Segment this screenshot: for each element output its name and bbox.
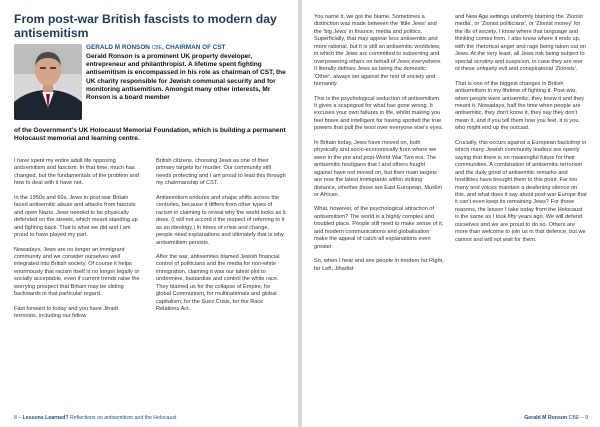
paragraph: In Britain today, Jews have moved on, both physically and socio-economically from where we were in the pre and post-World War Two era. The antisemitic hooligans that I and others fought against have not moved on, but their main targets are now the latest immigrants within striking distance, whether those are East European, Muslim or African. <box>314 139 443 198</box>
paragraph: That is one of the biggest changes in British antisemitism in my lifetime of fighting it. Post-war, when people were antisemitic, they knew it and they meant it. Nowadays, half the time when people are antisemitic, they don't know it, they say they don't mean it, and if you tell them how you feel, it is you who might end up the outcast. <box>455 80 585 132</box>
paragraph: and New Age settings uniformly blaming the 'Zionist media', or 'Zionist politicians', or 'Zionist money' for the ills of society, I know where that language and thinking comes from. I also know where it ends up, with the rhetorical anger and rage being taken out on Jews. At the very least, all Jews risk being subject to special scrutiny and suspicion, in case they are one of these uniquely evil and conspiratorial 'Zionists'. <box>455 14 586 73</box>
author-photo <box>14 44 82 120</box>
footer-author: Gerald M Ronson <box>524 415 568 421</box>
body-column-2 <box>156 158 286 321</box>
footer-page-number: 8 <box>14 415 17 421</box>
right-footer: Gerald M Ronson CBE – 9 <box>524 415 588 421</box>
left-page <box>0 0 298 427</box>
body-column-1 <box>14 158 141 328</box>
footer-page-number: 9 <box>585 415 588 421</box>
paragraph: You name it, we got the blame. Sometimes a distinction was made between the 'little Jews' and the 'big Jews' in finance, media and politics. Superficially, that may appear less antisemitic and more rational, but it is still an antisemitic worldview, in which the Jews are committed to subverting and overpowering others on behalf of Jews everywhere. It literally defines Jews as being the domestic 'Other', always set against the rest of society and humanity. <box>314 14 442 88</box>
paragraph: So, when I hear and see people in modern far Right, far Left, Jihadist <box>314 258 444 272</box>
paragraph: Crucially, this occurs against a European backdrop in which many Jewish community leaders are openly saying that there is no meaningful future for their communities. A combination of antisemitic terrorism and the daily grind of antisemitic remarks and hostilities have brought them to this point. Far too many and voices maintain a deafening silence on this, and what does it say about post-war Europe that it can't even keep its remaining Jews? For those reasons, the lesson I take today from the Holocaust is the same as I took fifty years ago. We will defend ourselves and we are proud to do so. Others are more than welcome to join us in that defence, but we cannot and will not wait for them. <box>455 139 587 243</box>
paragraph: In the 1950s and 60s, Jews in post-war Britain faced antisemitic abuse and attacks from fascists and open Nazis. Jews needed to be physically defended on the streets, which meant standing up and fighting back. That is what we did and I am proud to have played my part. <box>14 194 138 239</box>
body-column-3 <box>314 14 444 280</box>
paragraph: After the war, antisemites blamed Jewish financial control of politicians and the media for non-white immigration, claiming it was our latest plot to undermine, bastardise and control the white race. They blamed us for the collapse of Empire, for global Communism, for multinationals and global capitalism, for the Suez Crisis, for the Race Relations Act. <box>156 253 280 313</box>
author-name: GERALD M RONSON <box>86 44 150 51</box>
paragraph: Fast forward to today and you have Jihadi terrorists, including our fellow <box>14 305 118 320</box>
paragraph: Nowadays, Jews are no longer an immigrant community and we consider ourselves well integrated into British society. Of course it helps enormously that racism itself is no longer legally or socially acceptable, even if current trends raise the worrying prospect that Britain may be sliding backwards in that particular regard. <box>14 246 140 298</box>
intro-text: Gerald Ronson is a prominent UK property developer, entrepreneur and philanthropist. A lifetime spent fighting antisemitism is encompassed in his role as chairman of CST, the UK charity responsible for Jewish communal security and for monitoring antisemitism. Amongst many other interests, Mr Ronson is a board member <box>86 53 286 102</box>
author-byline <box>86 44 291 52</box>
paragraph: What, however, of the psychological attraction of antisemitism? The world is a highly complex and troubled place. People still need to make sense of it, and modern communications and globalisation make the appeal of catch-all explanations even greater. <box>314 206 444 250</box>
right-page <box>302 0 600 427</box>
footer-author-suffix: CBE <box>568 415 580 421</box>
paragraph: Antisemitism endures and shape shifts across the centuries, because it differs from other types of racism in claiming to reveal why the world looks as it does. (I will not accord it the respect of referring to it as an ideology.) In times of crisis and change, people need explanations and ultimately that is why antisemitism persists. <box>156 194 286 246</box>
left-footer: 8 – Lessons Learned? Reflections on antisemitism and the Holocaust <box>14 415 177 421</box>
author-suffix: CBE <box>151 45 162 51</box>
intro-text-continued: of the Government's UK Holocaust Memorial Foundation, which is building a permanent Holocaust memorial and learning centre. <box>14 127 286 143</box>
footer-subtitle: Reflections on antisemitism and the Holocaust <box>69 415 177 421</box>
paragraph: This is the psychological seduction of antisemitism. It gives a scapegoat for what has gone wrong. It excuses your own failures in life, whilst making you feel brave and intelligent for having spotted the true powers that pull the wool over everyone else's eyes. <box>314 95 444 132</box>
author-role: , CHAIRMAN OF CST <box>161 44 226 51</box>
footer-title: Lessons Learned? <box>22 415 69 421</box>
paragraph: I have spent my entire adult life opposing antisemitism and fascism. In that time, much has changed, but the fundamentals of the problem and how to deal with it have not. <box>14 158 140 187</box>
article-title: From post-war British fascists to modern day antisemitism <box>14 12 277 40</box>
author-portrait-icon <box>14 44 82 120</box>
paragraph: British citizens, choosing Jews as one of their primary targets for murder. Our community still needs protecting and I am proud to lead this through my chairmanship of CST. <box>156 158 286 187</box>
body-column-4 <box>455 14 587 251</box>
